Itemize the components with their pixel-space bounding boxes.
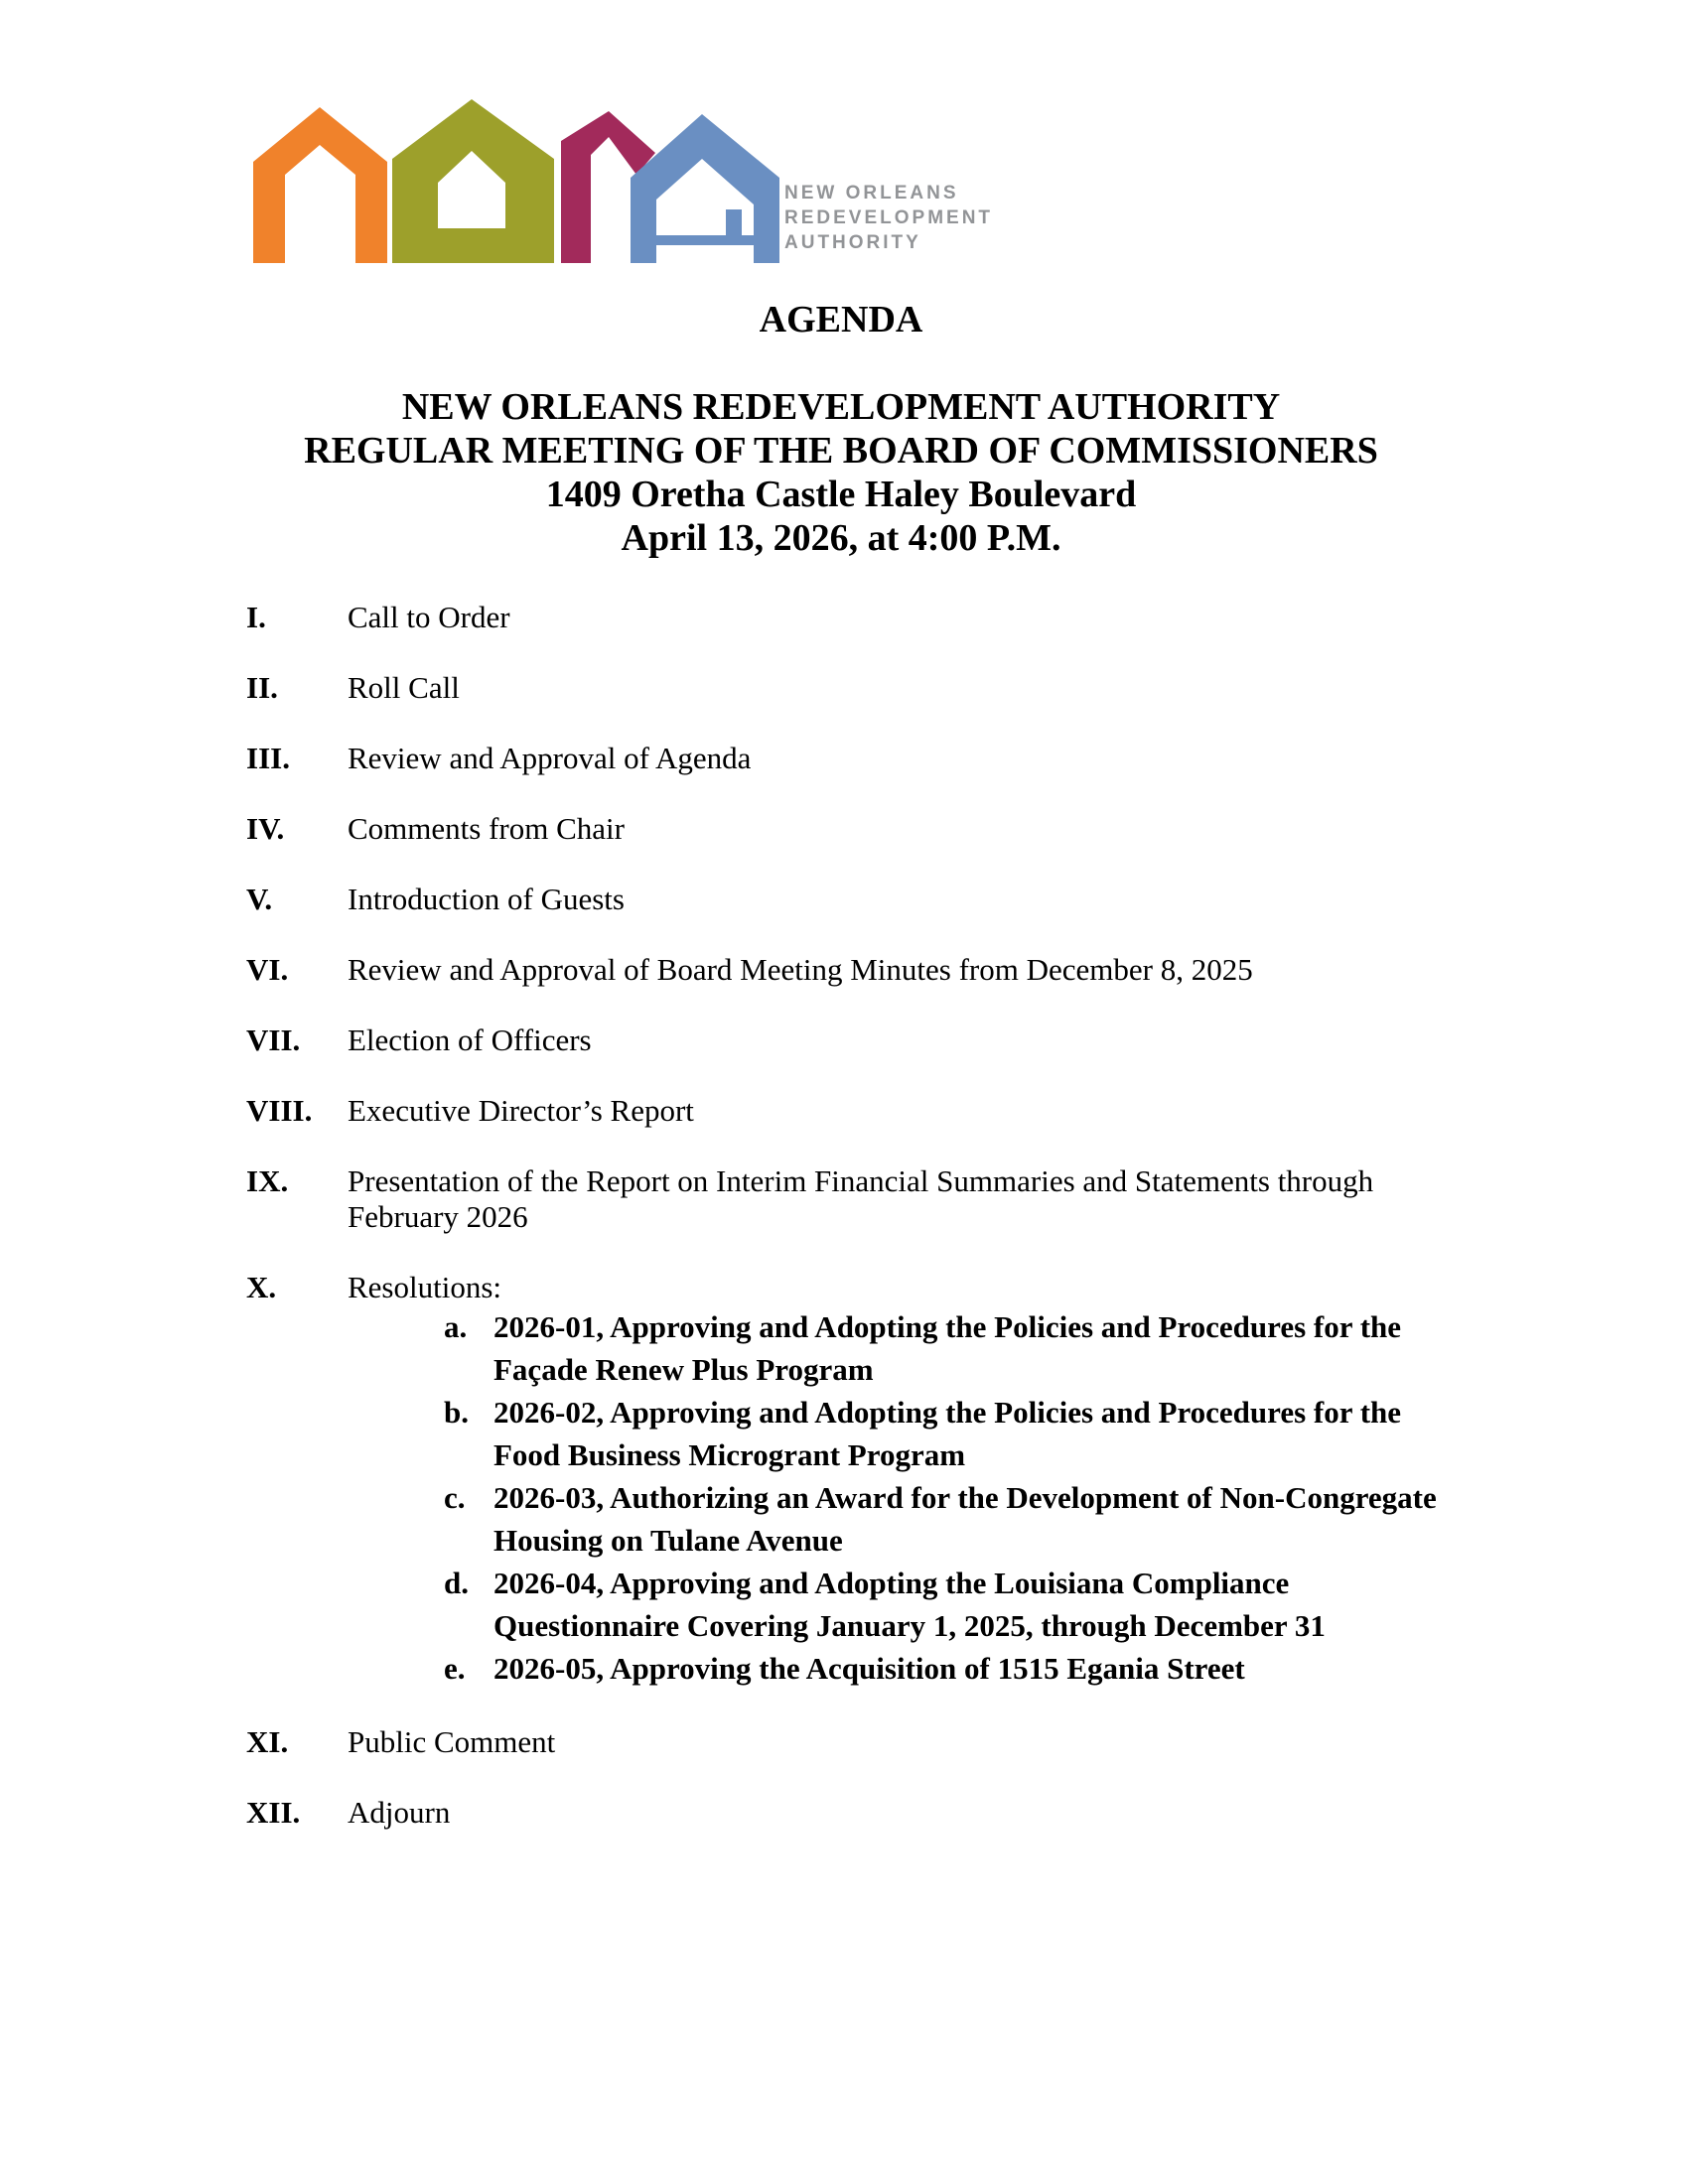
resolution-item-c bbox=[444, 1476, 1437, 1562]
subitem-letter: e. bbox=[444, 1651, 466, 1686]
subitem-text: 2026-05, Approving the Acquisition of 1515 Egania Street bbox=[493, 1651, 1245, 1686]
subitem-letter: c. bbox=[444, 1480, 466, 1515]
heading-authority: NEW ORLEANS REDEVELOPMENT AUTHORITY bbox=[401, 386, 1281, 428]
agenda-item-11 bbox=[246, 1724, 1420, 1760]
item-numeral: XI. bbox=[246, 1724, 289, 1759]
agenda-item-10 bbox=[246, 1270, 1437, 1690]
logo-letter-a-icon bbox=[631, 114, 779, 263]
agenda-item-5 bbox=[246, 882, 1420, 917]
item-text: Introduction of Guests bbox=[348, 882, 625, 916]
agenda-item-1 bbox=[246, 600, 1420, 635]
subitem-text: 2026-04, Approving and Adopting the Louisiana Compliance Questionnaire Covering January 1, 2025, through December 31 bbox=[493, 1566, 1326, 1643]
item-text: Comments from Chair bbox=[348, 811, 625, 846]
item-numeral: II. bbox=[246, 670, 278, 705]
item-numeral: I. bbox=[246, 600, 266, 634]
item-text: Roll Call bbox=[348, 670, 460, 705]
subitem-letter: a. bbox=[444, 1309, 468, 1344]
heading-meeting: REGULAR MEETING OF THE BOARD OF COMMISSIONERS bbox=[304, 430, 1378, 472]
logo-letter-n-icon bbox=[253, 107, 387, 263]
heading-datetime: April 13, 2026, at 4:00 P.M. bbox=[621, 517, 1061, 559]
agenda-list bbox=[246, 600, 1437, 1831]
item-numeral: III. bbox=[246, 741, 290, 775]
item-numeral: VII. bbox=[246, 1023, 301, 1057]
title-block bbox=[262, 298, 1420, 560]
item-text: Adjourn bbox=[348, 1795, 451, 1830]
item-numeral: IX. bbox=[246, 1163, 289, 1198]
resolution-item-b bbox=[444, 1391, 1420, 1476]
agenda-item-8 bbox=[246, 1093, 1420, 1129]
subitem-letter: d. bbox=[444, 1566, 469, 1600]
item-text: Election of Officers bbox=[348, 1023, 592, 1057]
item-text: Review and Approval of Board Meeting Minutes from December 8, 2025 bbox=[348, 952, 1253, 987]
document-title: AGENDA bbox=[759, 299, 923, 341]
logo-wordmark-line2: REDEVELOPMENT bbox=[784, 207, 994, 228]
resolutions-sublist bbox=[444, 1305, 1437, 1690]
resolution-item-d bbox=[444, 1562, 1420, 1647]
subitem-text: 2026-01, Approving and Adopting the Policies and Procedures for the Façade Renew Plus Program bbox=[493, 1309, 1402, 1387]
agenda-item-4 bbox=[246, 811, 1420, 847]
item-numeral: IV. bbox=[246, 811, 285, 846]
resolution-item-a bbox=[444, 1305, 1420, 1391]
agenda-item-6 bbox=[246, 952, 1420, 988]
logo-letter-o-icon bbox=[392, 99, 554, 263]
subitem-text: 2026-03, Authorizing an Award for the Development of Non-Congregate Housing on Tulane Avenue bbox=[493, 1480, 1437, 1558]
heading-address: 1409 Oretha Castle Haley Boulevard bbox=[545, 474, 1137, 515]
agenda-item-3 bbox=[246, 741, 1420, 776]
item-numeral: X. bbox=[246, 1270, 277, 1304]
agenda-item-9 bbox=[246, 1163, 1420, 1235]
item-numeral: XII. bbox=[246, 1795, 301, 1830]
logo-wordmark-line1: NEW ORLEANS bbox=[784, 183, 959, 204]
subitem-text: 2026-02, Approving and Adopting the Policies and Procedures for the Food Business Microgrant Program bbox=[493, 1395, 1402, 1472]
resolutions-label: Resolutions: bbox=[348, 1270, 502, 1304]
item-numeral: VIII. bbox=[246, 1093, 313, 1128]
nora-logo bbox=[253, 94, 1038, 263]
subitem-letter: b. bbox=[444, 1395, 469, 1430]
agenda-item-2 bbox=[246, 670, 1420, 706]
item-text: Public Comment bbox=[348, 1724, 556, 1759]
item-numeral: V. bbox=[246, 882, 273, 916]
item-text: Review and Approval of Agenda bbox=[348, 741, 752, 775]
item-text bbox=[348, 1270, 1437, 1690]
item-text: Call to Order bbox=[348, 600, 510, 634]
logo-wordmark bbox=[784, 181, 993, 255]
item-text: Executive Director’s Report bbox=[348, 1093, 694, 1128]
agenda-item-7 bbox=[246, 1023, 1420, 1058]
nora-houses-icon bbox=[253, 94, 779, 263]
logo-wordmark-line3: AUTHORITY bbox=[784, 232, 921, 253]
agenda-item-12 bbox=[246, 1795, 1420, 1831]
item-text: Presentation of the Report on Interim Financial Summaries and Statements through February 2026 bbox=[348, 1163, 1374, 1234]
item-numeral: VI. bbox=[246, 952, 289, 987]
resolution-item-e bbox=[444, 1647, 1420, 1690]
